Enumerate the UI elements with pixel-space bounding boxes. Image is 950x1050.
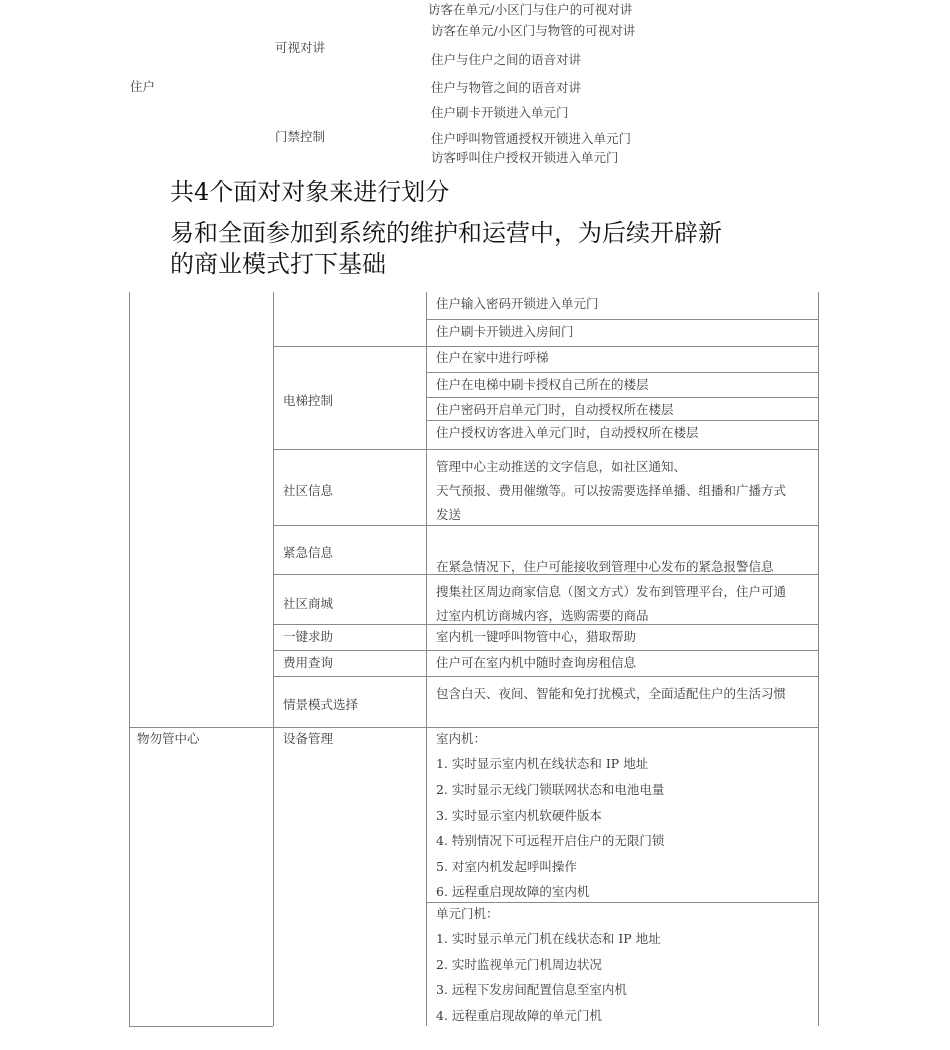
list-item: 住户刷卡开锁进入单元门 [431,105,569,120]
category-emergency: 紧急信息 [283,545,334,560]
list-item: 访客在单元/小区门与物管的可视对讲 [431,23,636,38]
heading-business-line1: 易和全面参加到系统的维护和运营中，为后续开辟新 [170,219,722,247]
category-mall: 社区商城 [283,596,334,611]
list-item: 住户与物管之间的语音对讲 [431,80,582,95]
table-cell: 发送 [436,507,462,522]
table-cell: 搜集社区周边商家信息（图文方式）发布到管理平台，住户可通 [436,584,787,599]
subsection-title-unit-door: 单元门机： [436,906,499,921]
table-cell: 住户密码开启单元门时，自动授权所在楼层 [436,402,674,417]
category-elevator: 电梯控制 [283,393,334,408]
table-cell: 住户在家中进行呼梯 [436,350,549,365]
list-item: 2. 实时显示无线门锁联网状态和电池电量 [436,782,665,797]
list-item: 住户呼叫物管通授权开锁进入单元门 [431,131,632,146]
table-cell: 包含白天、夜间、智能和免打扰模式，全面适配住户的生活习惯 [436,686,787,701]
role-label-resident: 住户 [130,79,156,94]
table-cell: 在紧急情况下，住户可能接收到管理中心发布的紧急报警信息 [436,559,774,574]
list-item: 访客呼叫住户授权开锁进入单元门 [431,150,619,165]
list-item: 3. 实时显示室内机软硬件版本 [436,808,602,823]
list-item: 5. 对室内机发起呼叫操作 [436,859,577,874]
category-community-info: 社区信息 [283,483,334,498]
list-item: 1. 实时显示单元门机在线状态和 IP 地址 [436,931,661,946]
heading-objects: 共4个面对对象来进行划分 [170,178,450,206]
list-item: 访客在单元/小区门与住户的可视对讲 [428,2,633,17]
group-label-video-intercom: 可视对讲 [275,40,326,55]
table-cell: 室内机一键呼叫物管中心，猎取帮助 [436,629,637,644]
group-label-access-control: 门禁控制 [275,129,326,144]
table-cell: 住户可在室内机中随时查询房租信息 [436,655,637,670]
category-scene: 情景模式选择 [283,697,359,712]
list-item: 1. 实时显示室内机在线状态和 IP 地址 [436,756,649,771]
category-help: 一键求助 [283,629,334,644]
table-cell: 住户授权访客进入单元门时，自动授权所在楼层 [436,425,699,440]
category-fee: 费用查询 [283,655,334,670]
list-item: 2. 实时监视单元门机周边状况 [436,957,602,972]
subsection-title-indoor: 室内机： [436,731,487,746]
table-cell: 管理中心主动推送的文字信息，如社区通知、 [436,459,687,474]
role-label-property-center: 物勿管中心 [137,731,200,746]
list-item: 4. 特别情况下可远程开启住户的无限门锁 [436,833,665,848]
list-item: 6. 远程重启现故障的室内机 [436,884,590,899]
table-cell: 住户在电梯中刷卡授权自己所在的楼层 [436,377,649,392]
table-cell: 过室内机访商城内容，选购需要的商品 [436,608,649,623]
table-cell: 住户刷卡开锁进入房间门 [436,324,574,339]
list-item: 4. 远程重启现故障的单元门机 [436,1008,602,1023]
category-device-management: 设备管理 [283,731,334,746]
table-cell: 天气预报、费用催缴等。可以按需要选择单播、组播和广播方式 [436,483,787,498]
list-item: 3. 远程下发房间配置信息至室内机 [436,982,627,997]
heading-business-line2: 的商业模式打下基础 [170,250,386,278]
list-item: 住户与住户之间的语音对讲 [431,52,582,67]
table-cell: 住户输入密码开锁进入单元门 [436,296,599,311]
